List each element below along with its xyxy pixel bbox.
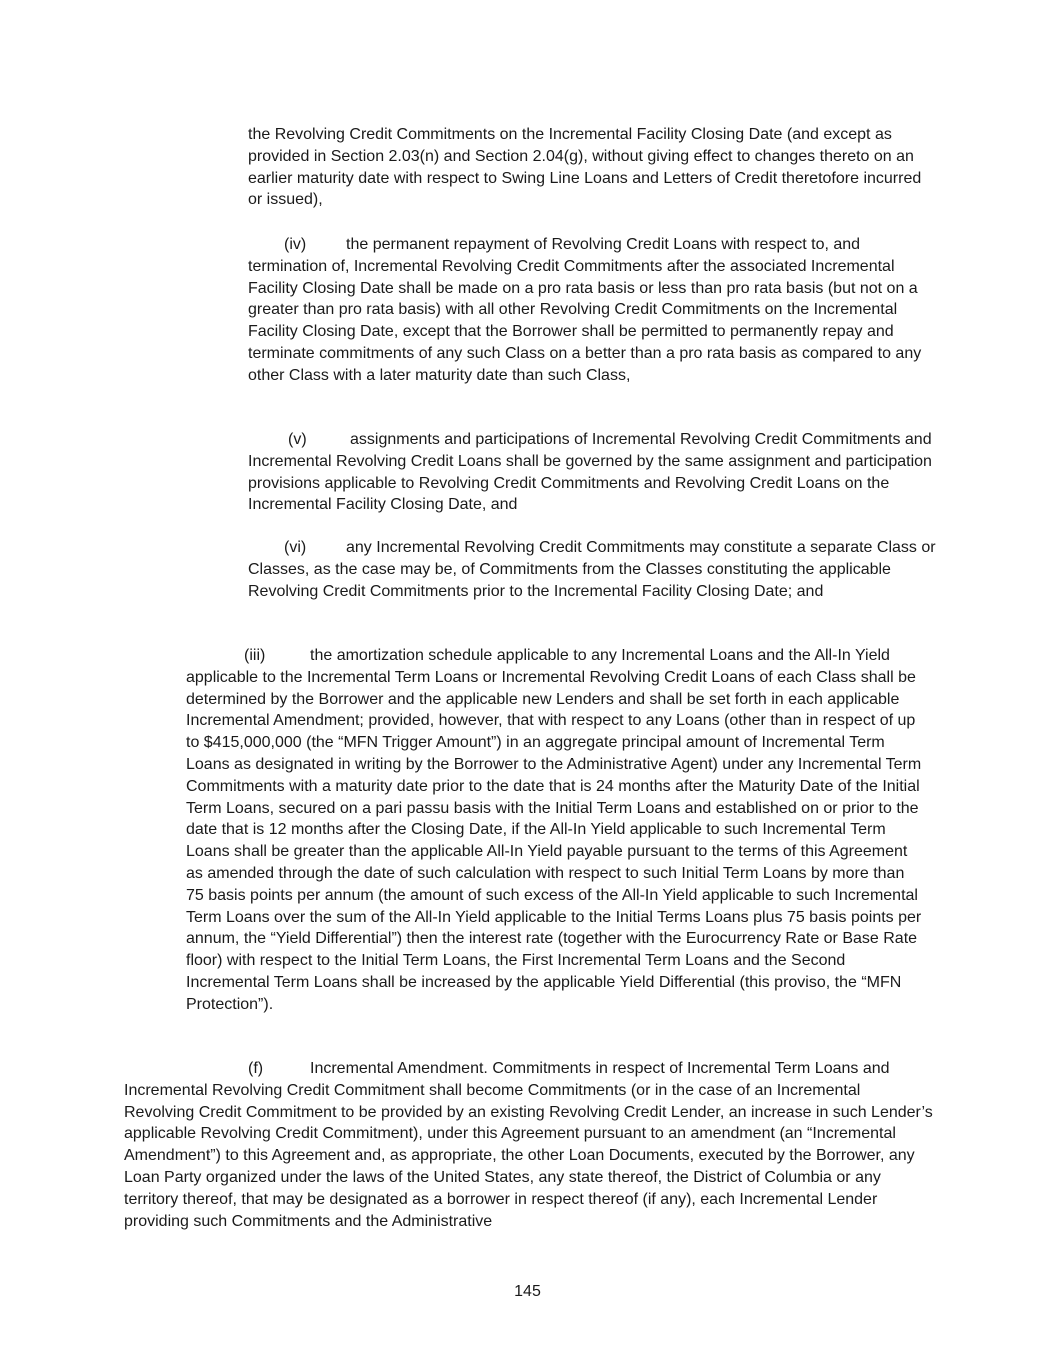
- clause-iv: [248, 234, 938, 387]
- clause-label: (v): [288, 431, 307, 448]
- clause-iii: [186, 645, 926, 1016]
- clause-text: assignments and participations of Incremental Revolving Credit Commitments and Incremental Revolving Credit Loans shall be governed by the same assignment and participation provisions applicable to Revolving Credit Commitments and Revolving Credit Loans on the Incremental Facility Closing Date, and: [248, 431, 932, 514]
- clause-text: the permanent repayment of Revolving Credit Loans with respect to, and termination of, Incremental Revolving Credit Commitments after the associated Incremental Facility Closing Date shall be made on a pro rata basis or less than pro rata basis (but not on a greater than pro rata basis) with all other Revolving Credit Commitments on the Incremental Facility Closing Date, except that the Borrower shall be permitted to permanently repay and terminate commitments of any such Class on a better than a pro rata basis as compared to any other Class with a later maturity date than such Class,: [248, 236, 922, 384]
- section-text: Incremental Amendment. Commitments in respect of Incremental Term Loans and Incremental Revolving Credit Commitment shall become Commitments (or in the case of an Incremental Revolving Credit Commitment to be provided by an existing Revolving Credit Lender, an increase in such Lender’s applicable Revolving Credit Commitment), under this Agreement pursuant to an amendment (an “Incremental Amendment”) to this Agreement and, as appropriate, the other Loan Documents, executed by the Borrower, any Loan Party organized under the laws of the United States, any state thereof, the District of Columbia or any territory thereof, that may be designated as a borrower in respect thereof (if any), each Incremental Lender providing such Commitments and the Administrative: [124, 1060, 933, 1230]
- clause-label: (vi): [284, 539, 307, 556]
- clause-vi: [248, 537, 938, 602]
- clause-v: [248, 429, 938, 516]
- section-label: (f): [248, 1060, 264, 1077]
- section-f: [124, 1058, 934, 1232]
- page-number: 145: [514, 1283, 541, 1300]
- continuation-paragraph: [248, 124, 938, 211]
- clause-text: any Incremental Revolving Credit Commitments may constitute a separate Class or Classes, as the case may be, of Commitments from the Classes constituting the applicable Revolving Credit Commitments prior to the Incremental Facility Closing Date; and: [248, 539, 936, 600]
- continuation-text: the Revolving Credit Commitments on the Incremental Facility Closing Date (and except as provided in Section 2.03(n) and Section 2.04(g), without giving effect to changes thereto on an earlier maturity date with respect to Swing Line Loans and Letters of Credit theretofore incurred or issued),: [248, 126, 922, 209]
- clause-text: the amortization schedule applicable to any Incremental Loans and the All-In Yield applicable to the Incremental Term Loans or Incremental Revolving Credit Loans of each Class shall be determined by the Borrower and the applicable new Lenders and shall be set forth in each applicable Incremental Amendment; provided, however, that with respect to any Loans (other than in respect of up to $415,000,000 (the “MFN Trigger Amount”) in an aggregate principal amount of Incremental Term Loans as designated in writing by the Borrower to the Administrative Agent) under any Incremental Term Commitments with a maturity date prior to the date that is 24 months after the Maturity Date of the Initial Term Loans, secured on a pari passu basis with the Initial Term Loans and established on or prior to the date that is 12 months after the Closing Date, if the All-In Yield applicable to such Incremental Term Loans shall be greater than the applicable All-In Yield payable pursuant to the terms of this Agreement as amended through the date of such calculation with respect to such Initial Term Loans by more than 75 basis points per annum (the amount of such excess of the All-In Yield applicable to such Incremental Term Loans over the sum of the All-In Yield applicable to the Initial Terms Loans plus 75 basis points per annum, the “Yield Differential”) then the interest rate (together with the Eurocurrency Rate or Base Rate floor) with respect to the Initial Term Loans, the First Incremental Term Loans and the Second Incremental Term Loans shall be increased by the applicable Yield Differential (this proviso, the “MFN Protection”).: [186, 647, 922, 1013]
- clause-label: (iii): [244, 647, 266, 664]
- clause-label: (iv): [284, 236, 307, 253]
